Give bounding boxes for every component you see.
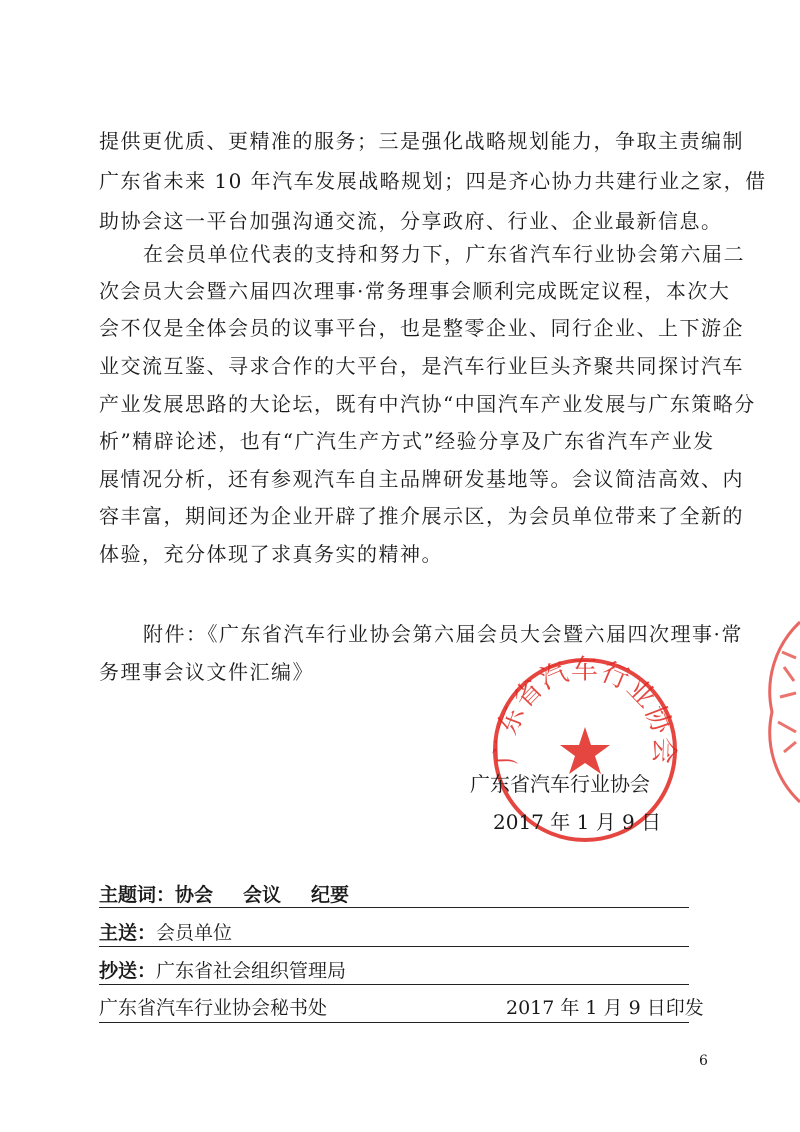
divider-line [99,907,689,908]
issuer-name: 广东省汽车行业协会秘书处 [99,997,328,1019]
text-line: 附件：《广东省汽车行业协会第六届会员大会暨六届四次理事·常 [143,622,743,646]
text-line: 析”精辟论述，也有“广汽生产方式”经验分享及广东省汽车产业发 [99,429,715,453]
keyword: 协会 [175,884,214,906]
issuer-row [99,993,327,1020]
text-line: 会不仅是全体会员的议事平台，也是整零企业、同行企业、上下游企 [99,316,744,340]
text-line: 产业发展思路的大论坛，既有中汽协“中国汽车产业发展与广东策略分 [99,392,756,416]
divider-line [99,984,689,985]
text-line: 容丰富，期间还为企业开辟了推介展示区，为会员单位带来了全新的 [99,504,744,528]
text-line: 广东省未来 10 年汽车发展战略规划；四是齐心协力共建行业之家，借 [99,169,767,193]
text-line: 在会员单位代表的支持和努力下，广东省汽车行业协会第六届二 [143,242,745,266]
text-line: 体验，充分体现了求真务实的精神。 [99,542,443,566]
text-line: 务理事会议文件汇编》 [99,660,314,684]
text-line: 业交流互鉴、寻求合作的大平台，是汽车行业巨头齐聚共同探讨汽车 [99,354,744,378]
divider-line [99,946,689,947]
keyword: 纪要 [311,884,350,906]
keywords-label: 主题词： [99,884,176,906]
partial-seal-edge [762,612,800,812]
page-number: 6 [699,1053,708,1069]
keywords-row [99,880,349,907]
send-to-label: 主送： [99,922,157,944]
signature-date: 2017 年 1 月 9 日 [493,810,662,834]
seal-text: 广东省汽车行业协会 [490,655,680,766]
cc-value: 广东省社会组织管理局 [156,960,347,982]
text-line: 次会员大会暨六届四次理事·常务理事会顺利完成既定议程，本次大 [99,279,731,303]
keyword: 会议 [243,884,282,906]
cc-label: 抄送： [99,960,157,982]
cc-row [99,956,346,983]
text-line: 助协会这一平台加强沟通交流，分享政府、行业、企业最新信息。 [99,209,723,233]
divider-line [99,1022,689,1023]
send-to-row [99,918,232,945]
signature-org: 广东省汽车行业协会 [470,772,650,796]
issue-date: 2017 年 1 月 9 日印发 [506,997,704,1019]
send-to-value: 会员单位 [156,922,233,944]
text-line: 展情况分析，还有参观汽车自主品牌研发基地等。会议简洁高效、内 [99,467,744,491]
text-line: 提供更优质、更精准的服务；三是强化战略规划能力，争取主责编制 [99,129,744,153]
